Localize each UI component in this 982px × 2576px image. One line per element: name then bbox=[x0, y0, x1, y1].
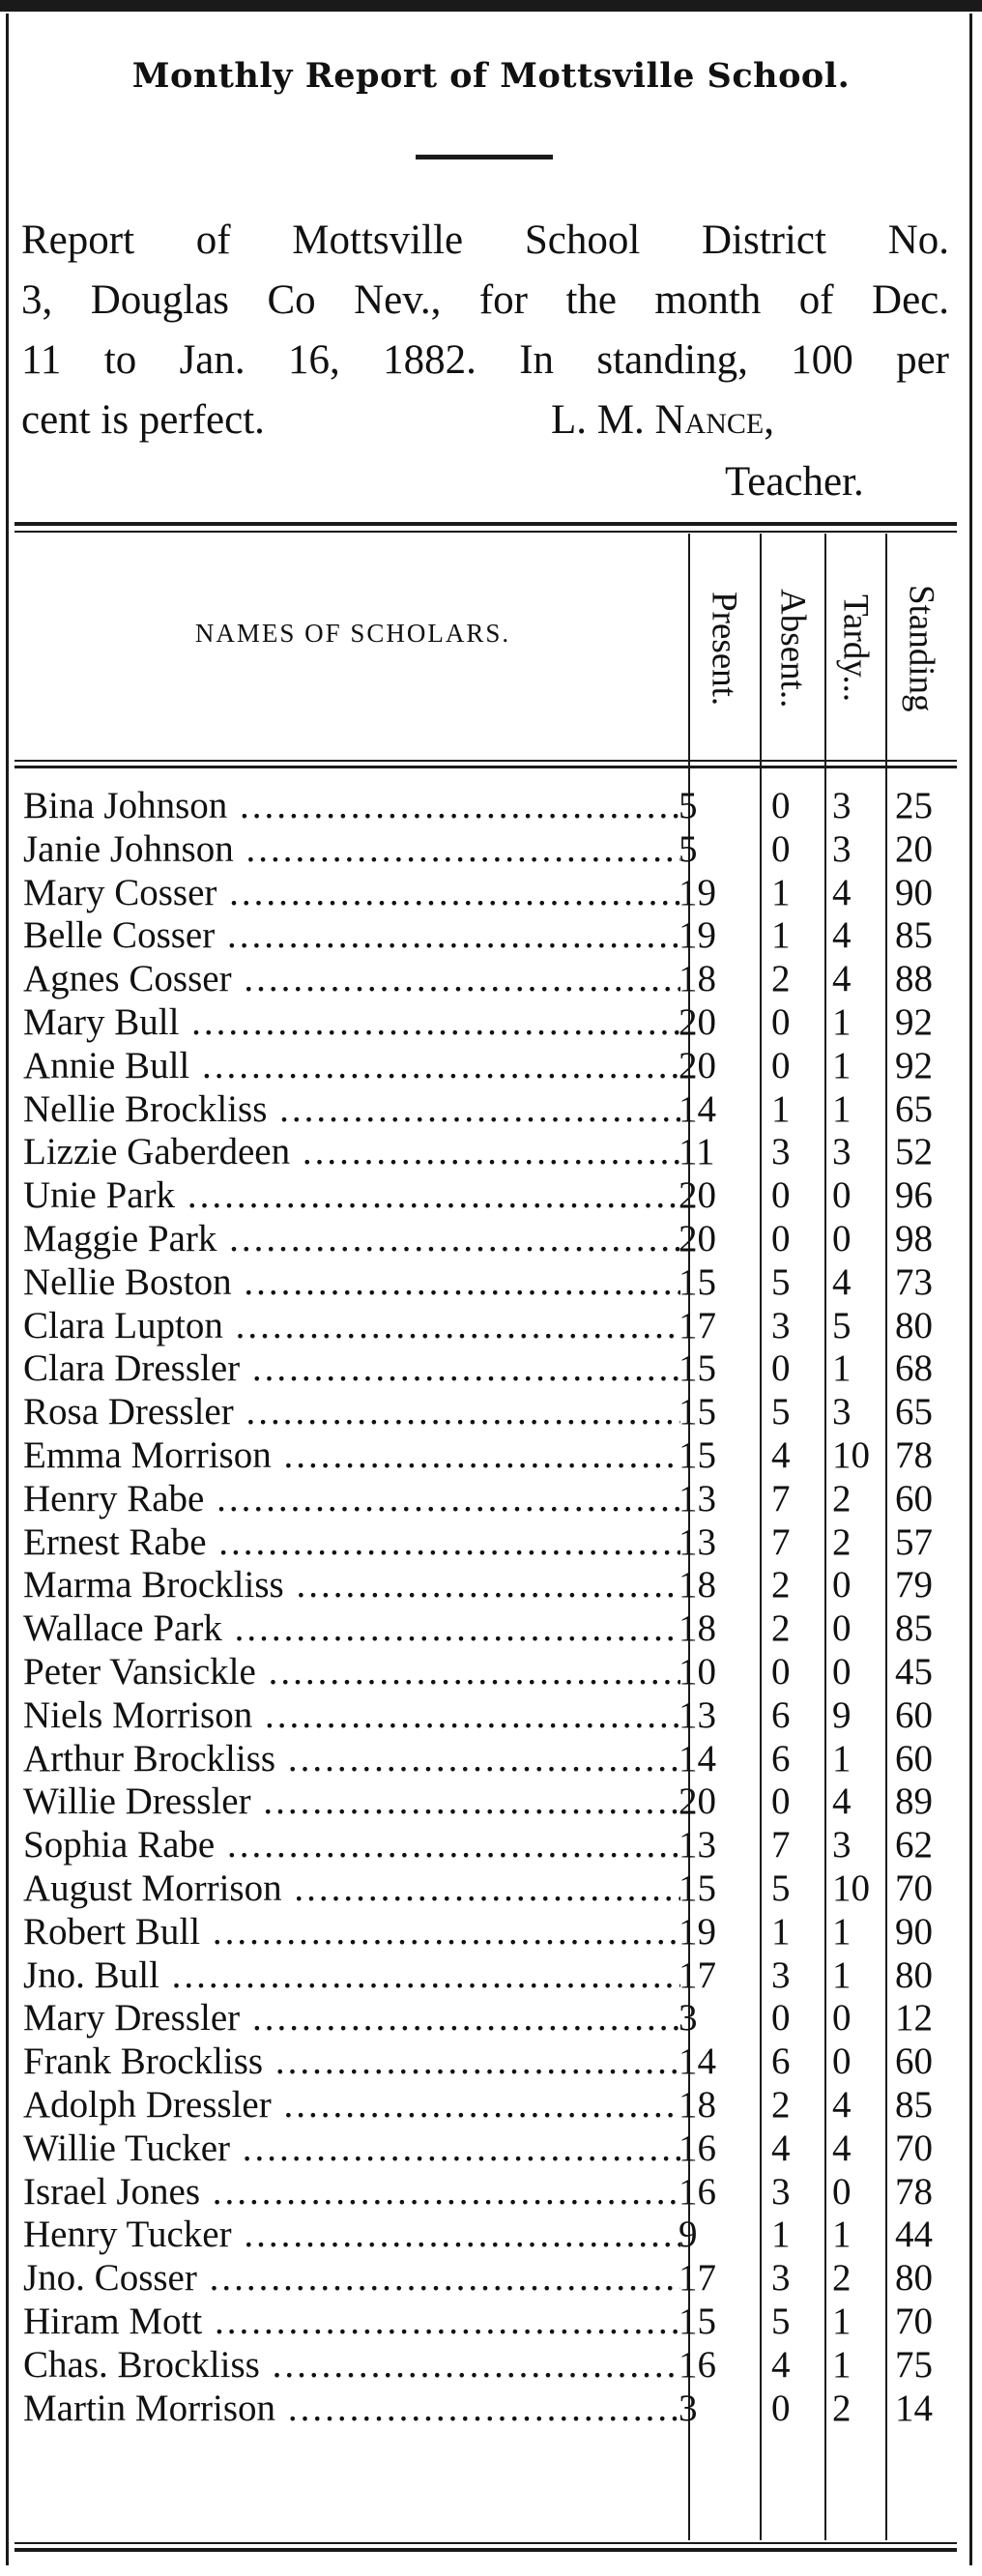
absent-value: 6 bbox=[771, 1737, 791, 1780]
table-row bbox=[0, 1780, 982, 1824]
table-bottom-rule bbox=[14, 2548, 957, 2552]
tardy-value: 5 bbox=[832, 1304, 852, 1346]
absent-value: 0 bbox=[771, 1174, 791, 1217]
table-row bbox=[0, 1651, 982, 1694]
absent-value: 6 bbox=[771, 1693, 791, 1736]
absent-value: 3 bbox=[771, 1304, 791, 1346]
report-intro bbox=[21, 211, 949, 391]
present-value: 13 bbox=[679, 1824, 716, 1867]
intro-line-4 bbox=[21, 391, 949, 450]
tardy-value: 1 bbox=[832, 1910, 852, 1953]
standing-value: 85 bbox=[895, 2084, 933, 2126]
tardy-value: 1 bbox=[832, 1737, 852, 1780]
table-row bbox=[0, 1218, 982, 1261]
standing-value: 60 bbox=[895, 1737, 933, 1780]
absent-header-label: Absent.. bbox=[772, 589, 813, 709]
tardy-value: 10 bbox=[832, 1434, 870, 1476]
absent-value: 2 bbox=[771, 958, 791, 1000]
table-row bbox=[0, 2127, 982, 2171]
tardy-value: 2 bbox=[832, 1477, 852, 1520]
absent-value: 0 bbox=[771, 1997, 791, 2040]
scholar-name: Mary Cosser ..... bbox=[23, 872, 680, 915]
scholar-name: Henry Rabe ..... bbox=[23, 1478, 680, 1521]
tardy-value: 2 bbox=[832, 2257, 852, 2300]
absent-value: 3 bbox=[771, 1954, 791, 1996]
scholar-name: Rosa Dressler ..... bbox=[23, 1391, 680, 1434]
scholar-name: Jno. Cosser ..... bbox=[23, 2257, 680, 2301]
standing-value: 65 bbox=[895, 1391, 933, 1433]
tardy-value: 0 bbox=[832, 1651, 852, 1693]
absent-value: 2 bbox=[771, 1607, 791, 1650]
absent-value: 2 bbox=[771, 2084, 791, 2126]
absent-value: 0 bbox=[771, 1001, 791, 1043]
present-value: 13 bbox=[679, 1477, 716, 1520]
table-bottom-rule-thin bbox=[14, 2542, 957, 2544]
tardy-value: 4 bbox=[832, 914, 852, 957]
tardy-value: 4 bbox=[832, 1780, 852, 1823]
table-row bbox=[0, 2301, 982, 2344]
scholar-name: Sophia Rabe ..... bbox=[23, 1824, 680, 1867]
table-row bbox=[0, 1564, 982, 1607]
scholar-name: Israel Jones ..... bbox=[23, 2171, 680, 2214]
table-row bbox=[0, 1347, 982, 1391]
scholar-name: Jno. Bull ..... bbox=[23, 1954, 680, 1998]
present-value: 13 bbox=[679, 1693, 716, 1736]
absent-value: 5 bbox=[771, 1260, 791, 1303]
table-top-rule-thin bbox=[14, 531, 957, 533]
tardy-value: 9 bbox=[832, 1693, 852, 1736]
present-value: 9 bbox=[679, 2214, 698, 2256]
present-value: 13 bbox=[679, 1520, 716, 1563]
present-value: 20 bbox=[679, 1218, 716, 1259]
present-value: 20 bbox=[679, 1044, 716, 1086]
standing-value: 25 bbox=[895, 785, 933, 826]
present-value: 19 bbox=[679, 1910, 716, 1953]
standing-value: 92 bbox=[895, 1044, 933, 1086]
tardy-value: 0 bbox=[832, 1174, 852, 1217]
tardy-value: 4 bbox=[832, 2127, 852, 2169]
absent-value: 7 bbox=[771, 1824, 791, 1867]
absent-value: 7 bbox=[771, 1520, 791, 1563]
tardy-value: 4 bbox=[832, 871, 852, 913]
present-value: 16 bbox=[679, 2170, 716, 2213]
title-divider bbox=[416, 155, 553, 159]
tardy-value: 10 bbox=[832, 1867, 870, 1909]
tardy-value: 1 bbox=[832, 1001, 852, 1043]
standing-value: 20 bbox=[895, 827, 933, 870]
tardy-header-label: Tardy... bbox=[835, 594, 876, 703]
table-row bbox=[0, 785, 982, 828]
standing-value: 60 bbox=[895, 1477, 933, 1520]
tardy-value: 3 bbox=[832, 1391, 852, 1433]
tardy-value: 1 bbox=[832, 2214, 852, 2256]
tardy-value: 0 bbox=[832, 1218, 852, 1259]
scholar-name: Bina Johnson ..... bbox=[23, 785, 680, 828]
present-value: 18 bbox=[679, 1607, 716, 1650]
present-value: 16 bbox=[679, 2127, 716, 2169]
standing-value: 80 bbox=[895, 1954, 933, 1996]
scholar-name: Hiram Mott ..... bbox=[23, 2301, 680, 2344]
tardy-value: 1 bbox=[832, 1044, 852, 1086]
scholar-name: Clara Lupton ..... bbox=[23, 1305, 680, 1348]
tardy-value: 0 bbox=[832, 2170, 852, 2213]
present-value: 19 bbox=[679, 871, 716, 913]
table-row bbox=[0, 914, 982, 958]
scholar-name: Janie Johnson ..... bbox=[23, 828, 680, 872]
scholar-name: Annie Bull ..... bbox=[23, 1045, 680, 1088]
absent-value: 1 bbox=[771, 1910, 791, 1953]
tardy-value: 0 bbox=[832, 2041, 852, 2083]
scholar-name: Wallace Park ..... bbox=[23, 1607, 680, 1651]
scholar-name: Chas. Brockliss ..... bbox=[23, 2344, 680, 2388]
table-row bbox=[0, 1738, 982, 1781]
scholar-name: Emma Morrison ..... bbox=[23, 1434, 680, 1478]
standing-value: 45 bbox=[895, 1651, 933, 1693]
present-value: 3 bbox=[679, 2387, 698, 2429]
scholar-name: Martin Morrison ..... bbox=[23, 2388, 680, 2431]
scholar-name: Unie Park ..... bbox=[23, 1174, 680, 1218]
standing-value: 65 bbox=[895, 1087, 933, 1130]
standing-value: 88 bbox=[895, 958, 933, 1000]
present-value: 20 bbox=[679, 1174, 716, 1217]
scholar-name: Nellie Boston ..... bbox=[23, 1261, 680, 1305]
intro-line-3: 11 to Jan. 16, 1882. In standing, 100 per bbox=[21, 337, 949, 383]
absent-value: 3 bbox=[771, 1131, 791, 1173]
scholar-name: Adolph Dressler ..... bbox=[23, 2084, 680, 2127]
standing-value: 80 bbox=[895, 2257, 933, 2300]
tardy-value: 1 bbox=[832, 2343, 852, 2386]
present-value: 20 bbox=[679, 1780, 716, 1823]
table-row bbox=[0, 2084, 982, 2127]
scholar-name: Maggie Park ..... bbox=[23, 1218, 680, 1261]
scholar-name: Robert Bull ..... bbox=[23, 1911, 680, 1954]
tardy-value: 1 bbox=[832, 1087, 852, 1130]
scholar-name: Agnes Cosser ..... bbox=[23, 958, 680, 1001]
scholar-name: Lizzie Gaberdeen ..... bbox=[23, 1131, 680, 1174]
standing-value: 90 bbox=[895, 871, 933, 913]
absent-value: 0 bbox=[771, 1347, 791, 1390]
scholar-name: Niels Morrison ..... bbox=[23, 1694, 680, 1738]
tardy-value: 3 bbox=[832, 785, 852, 826]
scholar-name: Mary Dressler ..... bbox=[23, 1997, 680, 2041]
absent-value: 1 bbox=[771, 2214, 791, 2256]
scholar-name: Mary Bull ..... bbox=[23, 1001, 680, 1045]
standing-value: 80 bbox=[895, 1304, 933, 1346]
header-bottom-rule bbox=[14, 766, 957, 768]
absent-value: 7 bbox=[771, 1477, 791, 1520]
absent-value: 4 bbox=[771, 2343, 791, 2386]
present-header-label: Present. bbox=[704, 591, 744, 707]
header-bottom-rule-thin bbox=[14, 760, 957, 762]
standing-value: 70 bbox=[895, 2127, 933, 2169]
table-row bbox=[0, 1174, 982, 1218]
present-value: 10 bbox=[679, 1651, 716, 1693]
present-value: 17 bbox=[679, 2257, 716, 2300]
tardy-value: 3 bbox=[832, 1131, 852, 1173]
standing-value: 73 bbox=[895, 1260, 933, 1303]
standing-value: 62 bbox=[895, 1824, 933, 1867]
tardy-value: 0 bbox=[832, 1564, 852, 1606]
tardy-value: 4 bbox=[832, 1260, 852, 1303]
scholar-name: Peter Vansickle ..... bbox=[23, 1651, 680, 1694]
scholar-name: Marma Brockliss ..... bbox=[23, 1564, 680, 1607]
standing-value: 85 bbox=[895, 1607, 933, 1650]
scholar-name: Willie Dressler ..... bbox=[23, 1780, 680, 1824]
standing-value: 92 bbox=[895, 1001, 933, 1043]
standing-value: 89 bbox=[895, 1780, 933, 1823]
table-row bbox=[0, 1088, 982, 1132]
scholar-name: Clara Dressler ..... bbox=[23, 1347, 680, 1391]
absent-value: 1 bbox=[771, 1087, 791, 1130]
absent-value: 5 bbox=[771, 1867, 791, 1909]
absent-value: 0 bbox=[771, 827, 791, 870]
absent-value: 0 bbox=[771, 1651, 791, 1693]
table-row bbox=[0, 872, 982, 915]
report-title: Monthly Report of Mottsville School. bbox=[131, 56, 851, 96]
table-row bbox=[0, 1824, 982, 1867]
standing-header-label: Standing bbox=[901, 585, 941, 712]
table-row bbox=[0, 1521, 982, 1565]
absent-value: 0 bbox=[771, 2387, 791, 2429]
present-value: 11 bbox=[679, 1131, 715, 1173]
tardy-value: 4 bbox=[832, 2084, 852, 2126]
table-row bbox=[0, 958, 982, 1001]
standing-value: 70 bbox=[895, 1867, 933, 1909]
standing-value: 85 bbox=[895, 914, 933, 957]
present-value: 17 bbox=[679, 1954, 716, 1996]
absent-value: 3 bbox=[771, 2257, 791, 2300]
absent-value: 0 bbox=[771, 1780, 791, 1823]
teacher-name: L. M. Nance, bbox=[551, 397, 774, 443]
intro-line-2: 3, Douglas Co Nev., for the month of Dec. bbox=[21, 277, 949, 323]
table-row bbox=[0, 2214, 982, 2257]
table-row bbox=[0, 2388, 982, 2431]
standing-value: 68 bbox=[895, 1347, 933, 1390]
present-value: 19 bbox=[679, 914, 716, 957]
tardy-value: 2 bbox=[832, 1520, 852, 1563]
tardy-value: 0 bbox=[832, 1997, 852, 2040]
present-column-header bbox=[690, 541, 758, 756]
present-value: 14 bbox=[679, 2041, 716, 2083]
standing-value: 57 bbox=[895, 1520, 933, 1563]
standing-value: 79 bbox=[895, 1564, 933, 1606]
table-row bbox=[0, 1131, 982, 1174]
standing-value: 78 bbox=[895, 1434, 933, 1476]
present-value: 15 bbox=[679, 1434, 716, 1476]
standing-value: 60 bbox=[895, 1693, 933, 1736]
table-row bbox=[0, 1478, 982, 1521]
table-row bbox=[0, 1261, 982, 1305]
absent-value: 4 bbox=[771, 2127, 791, 2169]
standing-column-header bbox=[887, 541, 955, 756]
present-value: 15 bbox=[679, 2301, 716, 2342]
present-value: 20 bbox=[679, 1001, 716, 1043]
table-row bbox=[0, 1954, 982, 1998]
absent-column-header bbox=[762, 541, 823, 756]
scholar-name: Henry Tucker ..... bbox=[23, 2214, 680, 2257]
standing-value: 98 bbox=[895, 1218, 933, 1259]
absent-value: 1 bbox=[771, 914, 791, 957]
present-value: 5 bbox=[679, 785, 698, 826]
absent-value: 5 bbox=[771, 1391, 791, 1433]
scholar-name: Frank Brockliss ..... bbox=[23, 2041, 680, 2084]
standing-value: 12 bbox=[895, 1997, 933, 2040]
present-value: 15 bbox=[679, 1391, 716, 1433]
tardy-value: 1 bbox=[832, 1347, 852, 1390]
standing-value: 14 bbox=[895, 2387, 933, 2429]
table-row bbox=[0, 1997, 982, 2041]
tardy-value: 3 bbox=[832, 827, 852, 870]
scholar-name: Arthur Brockliss ..... bbox=[23, 1738, 680, 1781]
tardy-column-header bbox=[826, 541, 884, 756]
tardy-value: 1 bbox=[832, 2301, 852, 2342]
standing-value: 70 bbox=[895, 2301, 933, 2342]
tardy-value: 1 bbox=[832, 1954, 852, 1996]
absent-value: 2 bbox=[771, 1564, 791, 1606]
absent-value: 5 bbox=[771, 2301, 791, 2342]
table-row bbox=[0, 1001, 982, 1045]
scholar-name: Ernest Rabe ..... bbox=[23, 1521, 680, 1565]
table-row bbox=[0, 1867, 982, 1911]
table-row bbox=[0, 2041, 982, 2084]
table-row bbox=[0, 1305, 982, 1348]
absent-value: 0 bbox=[771, 785, 791, 826]
scholar-name: Willie Tucker ..... bbox=[23, 2127, 680, 2171]
intro-line-1: Report of Mottsville School District No. bbox=[21, 217, 949, 263]
table-row bbox=[0, 2344, 982, 2388]
table-row bbox=[0, 1391, 982, 1434]
scholar-name: August Morrison ..... bbox=[23, 1867, 680, 1911]
present-value: 15 bbox=[679, 1347, 716, 1390]
present-value: 18 bbox=[679, 958, 716, 1000]
standing-value: 44 bbox=[895, 2214, 933, 2256]
present-value: 15 bbox=[679, 1867, 716, 1909]
table-row bbox=[0, 828, 982, 872]
absent-value: 6 bbox=[771, 2041, 791, 2083]
standing-value: 60 bbox=[895, 2041, 933, 2083]
tardy-value: 3 bbox=[832, 1824, 852, 1867]
standing-value: 96 bbox=[895, 1174, 933, 1217]
table-row bbox=[0, 1045, 982, 1088]
present-value: 15 bbox=[679, 1260, 716, 1303]
teacher-role: Teacher. bbox=[725, 459, 864, 505]
table-top-rule bbox=[14, 522, 957, 526]
standing-value: 52 bbox=[895, 1131, 933, 1173]
present-value: 5 bbox=[679, 827, 698, 870]
tardy-value: 4 bbox=[832, 958, 852, 1000]
standing-value: 75 bbox=[895, 2343, 933, 2386]
intro-line-4-text: cent is perfect. bbox=[21, 397, 265, 443]
present-value: 14 bbox=[679, 1087, 716, 1130]
names-column-header: NAMES OF SCHOLARS. bbox=[194, 619, 511, 648]
absent-value: 4 bbox=[771, 1434, 791, 1476]
absent-value: 3 bbox=[771, 2170, 791, 2213]
table-row bbox=[0, 1911, 982, 1954]
standing-value: 90 bbox=[895, 1910, 933, 1953]
present-value: 17 bbox=[679, 1304, 716, 1346]
top-border-bar bbox=[0, 0, 982, 12]
present-value: 18 bbox=[679, 1564, 716, 1606]
present-value: 14 bbox=[679, 1737, 716, 1780]
scholar-name: Belle Cosser ..... bbox=[23, 914, 680, 958]
scholar-name: Nellie Brockliss ..... bbox=[23, 1088, 680, 1132]
present-value: 16 bbox=[679, 2343, 716, 2386]
table-row bbox=[0, 2257, 982, 2301]
standing-value: 78 bbox=[895, 2170, 933, 2213]
table-row bbox=[0, 2171, 982, 2214]
absent-value: 1 bbox=[771, 871, 791, 913]
absent-value: 0 bbox=[771, 1044, 791, 1086]
table-row bbox=[0, 1434, 982, 1478]
table-row bbox=[0, 1607, 982, 1651]
absent-value: 0 bbox=[771, 1218, 791, 1259]
present-value: 18 bbox=[679, 2084, 716, 2126]
present-value: 3 bbox=[679, 1997, 698, 2040]
table-row bbox=[0, 1694, 982, 1738]
tardy-value: 2 bbox=[832, 2387, 852, 2429]
tardy-value: 0 bbox=[832, 1607, 852, 1650]
